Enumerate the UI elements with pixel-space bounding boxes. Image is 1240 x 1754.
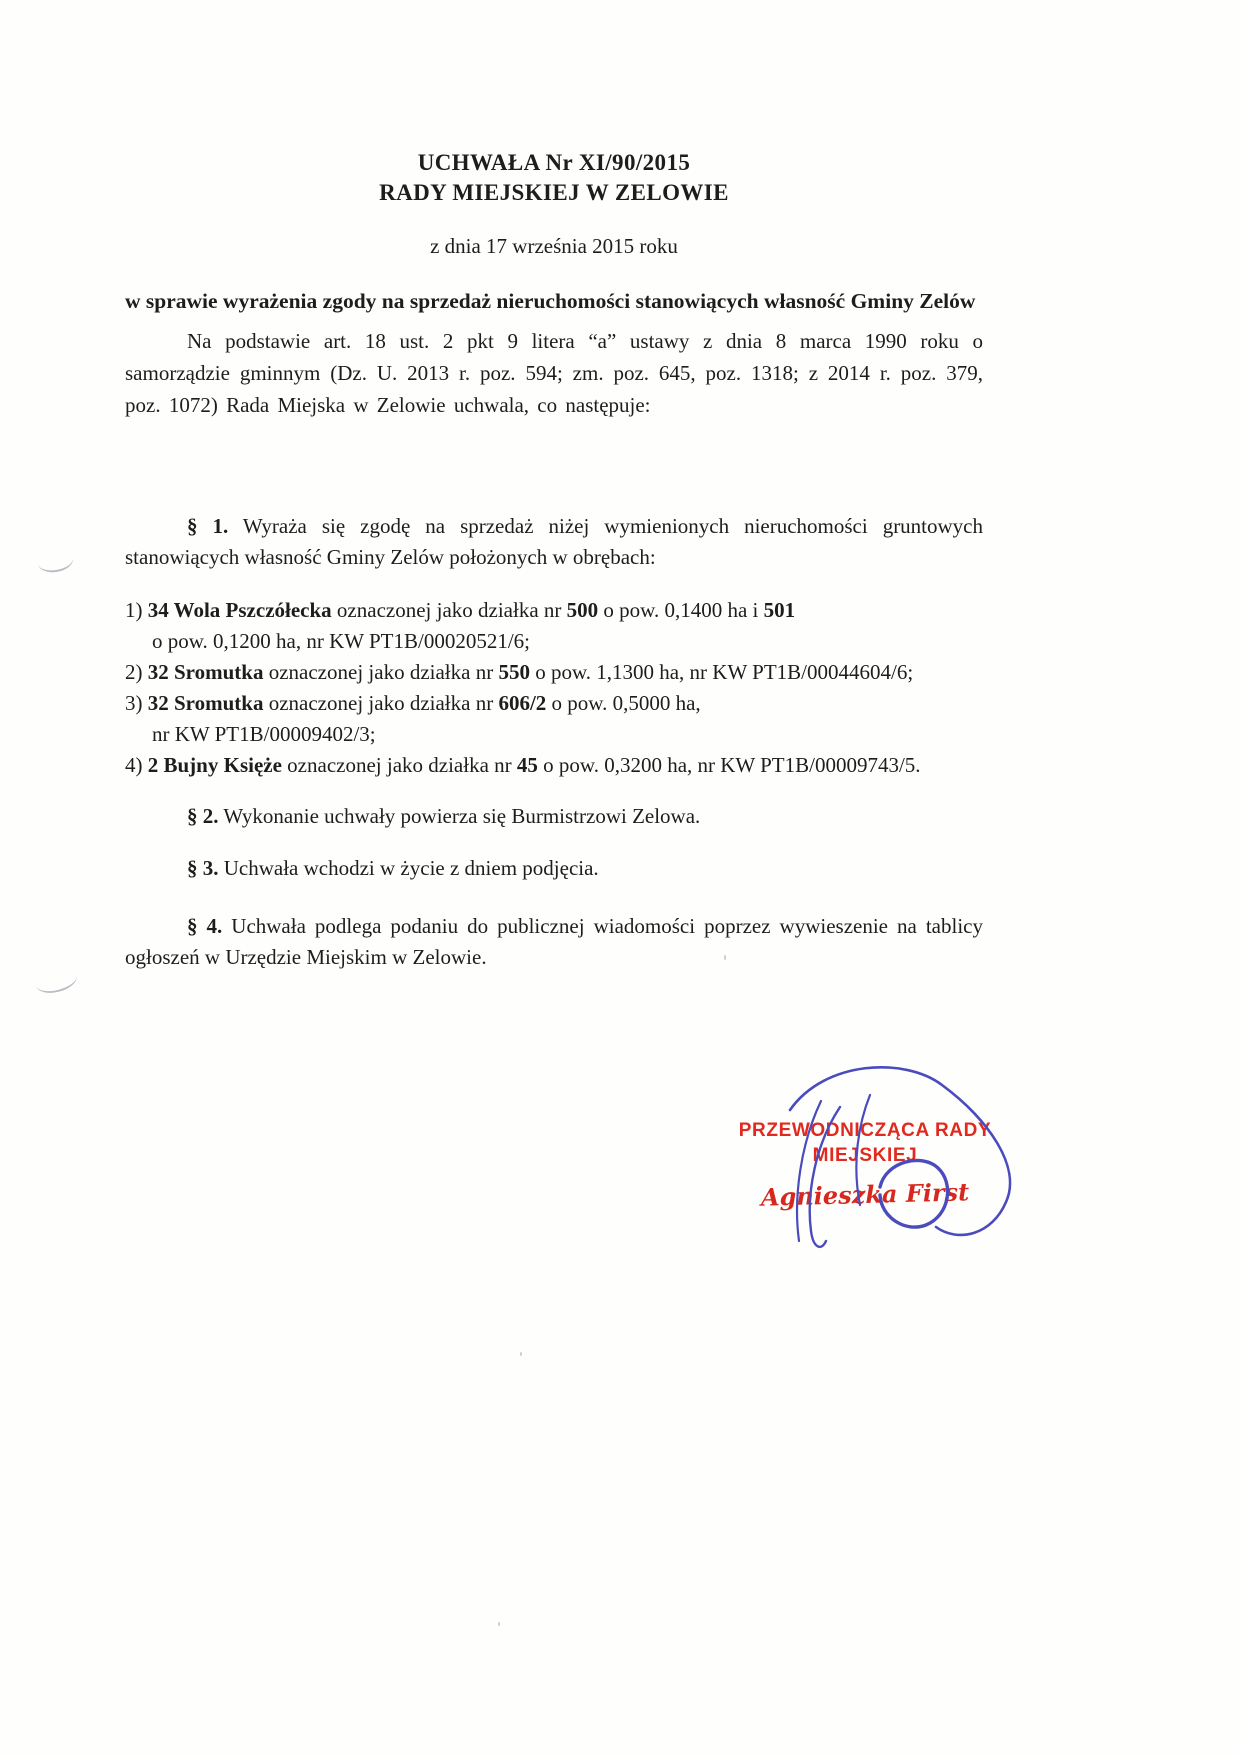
stamp-title-line-2: MIEJSKIEJ (812, 1145, 918, 1166)
list-item-1 (125, 595, 983, 626)
item-1-text: oznaczonej jako działka nr (336, 598, 562, 622)
paragraph-4-marker: § 4. (187, 914, 223, 938)
paragraph-3-marker: § 3. (187, 856, 219, 880)
item-2-area: o pow. 1,1300 ha, nr KW PT1B/00044604/6; (535, 660, 914, 684)
item-1-area: o pow. 0,1400 ha i (603, 598, 759, 622)
item-4-area: o pow. 0,3200 ha, nr KW PT1B/00009743/5. (543, 753, 921, 777)
resolution-subject: w sprawie wyrażenia zgody na sprzedaż nieruchomości stanowiących własność Gminy Zelów (125, 289, 976, 313)
scan-speck (520, 1352, 522, 1356)
item-2-plot-number: 550 (498, 660, 530, 684)
item-1-locality: 34 Wola Pszczółecka (147, 598, 332, 622)
item-4-locality: 2 Bujny Księże (147, 753, 282, 777)
signature-name: Agnieszka First (760, 1177, 970, 1212)
list-item-4 (125, 750, 983, 781)
scan-speck (724, 955, 726, 960)
list-item-2 (125, 657, 983, 688)
item-4-plot-number: 45 (516, 753, 538, 777)
resolution-number: UCHWAŁA Nr XI/90/2015 (417, 150, 691, 175)
item-2-text: oznaczonej jako działka nr (268, 660, 494, 684)
item-1-number: 1) (125, 598, 143, 622)
paragraph-4 (125, 911, 983, 973)
document-title (125, 148, 983, 208)
item-4-number: 4) (125, 753, 143, 777)
paragraph-1 (125, 511, 983, 573)
item-3-locality: 32 Sromutka (147, 691, 264, 715)
item-3-area: o pow. 0,5000 ha, (551, 691, 701, 715)
paragraph-1-marker: § 1. (187, 514, 229, 538)
list-item-3 (125, 688, 983, 719)
paragraph-2 (125, 801, 983, 832)
paragraph-2-text: Wykonanie uchwały powierza się Burmistrzowi Zelowa. (223, 804, 701, 828)
signature-block (700, 1118, 1030, 1212)
document-body (125, 0, 983, 973)
paragraph-4-text: Uchwała podlega podaniu do publicznej wiadomości poprzez wywieszenie na tablicy ogłoszeń w Urzędzie Miejskim w Zelowie. (125, 914, 983, 969)
stamp-title-line-1: PRZEWODNICZĄCA RADY (738, 1120, 992, 1141)
property-list (125, 595, 983, 781)
paragraph-3 (125, 853, 983, 884)
paragraph-3-text: Uchwała wchodzi w życie z dniem podjęcia. (223, 856, 599, 880)
scan-artifact (37, 553, 75, 575)
item-3-plot-number: 606/2 (498, 691, 547, 715)
list-item-3-continuation: nr KW PT1B/00009402/3; (152, 722, 376, 746)
resolution-date: z dnia 17 września 2015 roku (430, 234, 678, 258)
item-3-text: oznaczonej jako działka nr (268, 691, 494, 715)
scan-speck (498, 1622, 500, 1626)
list-item-1-continuation: o pow. 0,1200 ha, nr KW PT1B/00020521/6; (152, 629, 530, 653)
legal-basis-paragraph: Na podstawie art. 18 ust. 2 pkt 9 litera “a” ustawy z dnia 8 marca 1990 roku o samorządzie gminnym (Dz. U. 2013 r. poz. 594; zm. poz. 645, poz. 1318; z 2014 r. poz. 379, poz. 1072) Rada Miejska w Zelowie uchwala, co następuje: (125, 329, 983, 417)
scan-artifact (35, 971, 80, 997)
item-1-plot-number: 500 (566, 598, 599, 622)
paragraph-2-marker: § 2. (187, 804, 219, 828)
item-1-plot-number-2: 501 (763, 598, 796, 622)
item-2-locality: 32 Sromutka (147, 660, 264, 684)
item-4-text: oznaczonej jako działka nr (287, 753, 512, 777)
issuing-body: RADY MIEJSKIEJ W ZELOWIE (379, 180, 729, 205)
item-2-number: 2) (125, 660, 143, 684)
item-3-number: 3) (125, 691, 143, 715)
paragraph-1-text: Wyraża się zgodę na sprzedaż niżej wymienionych nieruchomości gruntowych stanowiących własność Gminy Zelów położonych w obrębach: (125, 514, 984, 569)
